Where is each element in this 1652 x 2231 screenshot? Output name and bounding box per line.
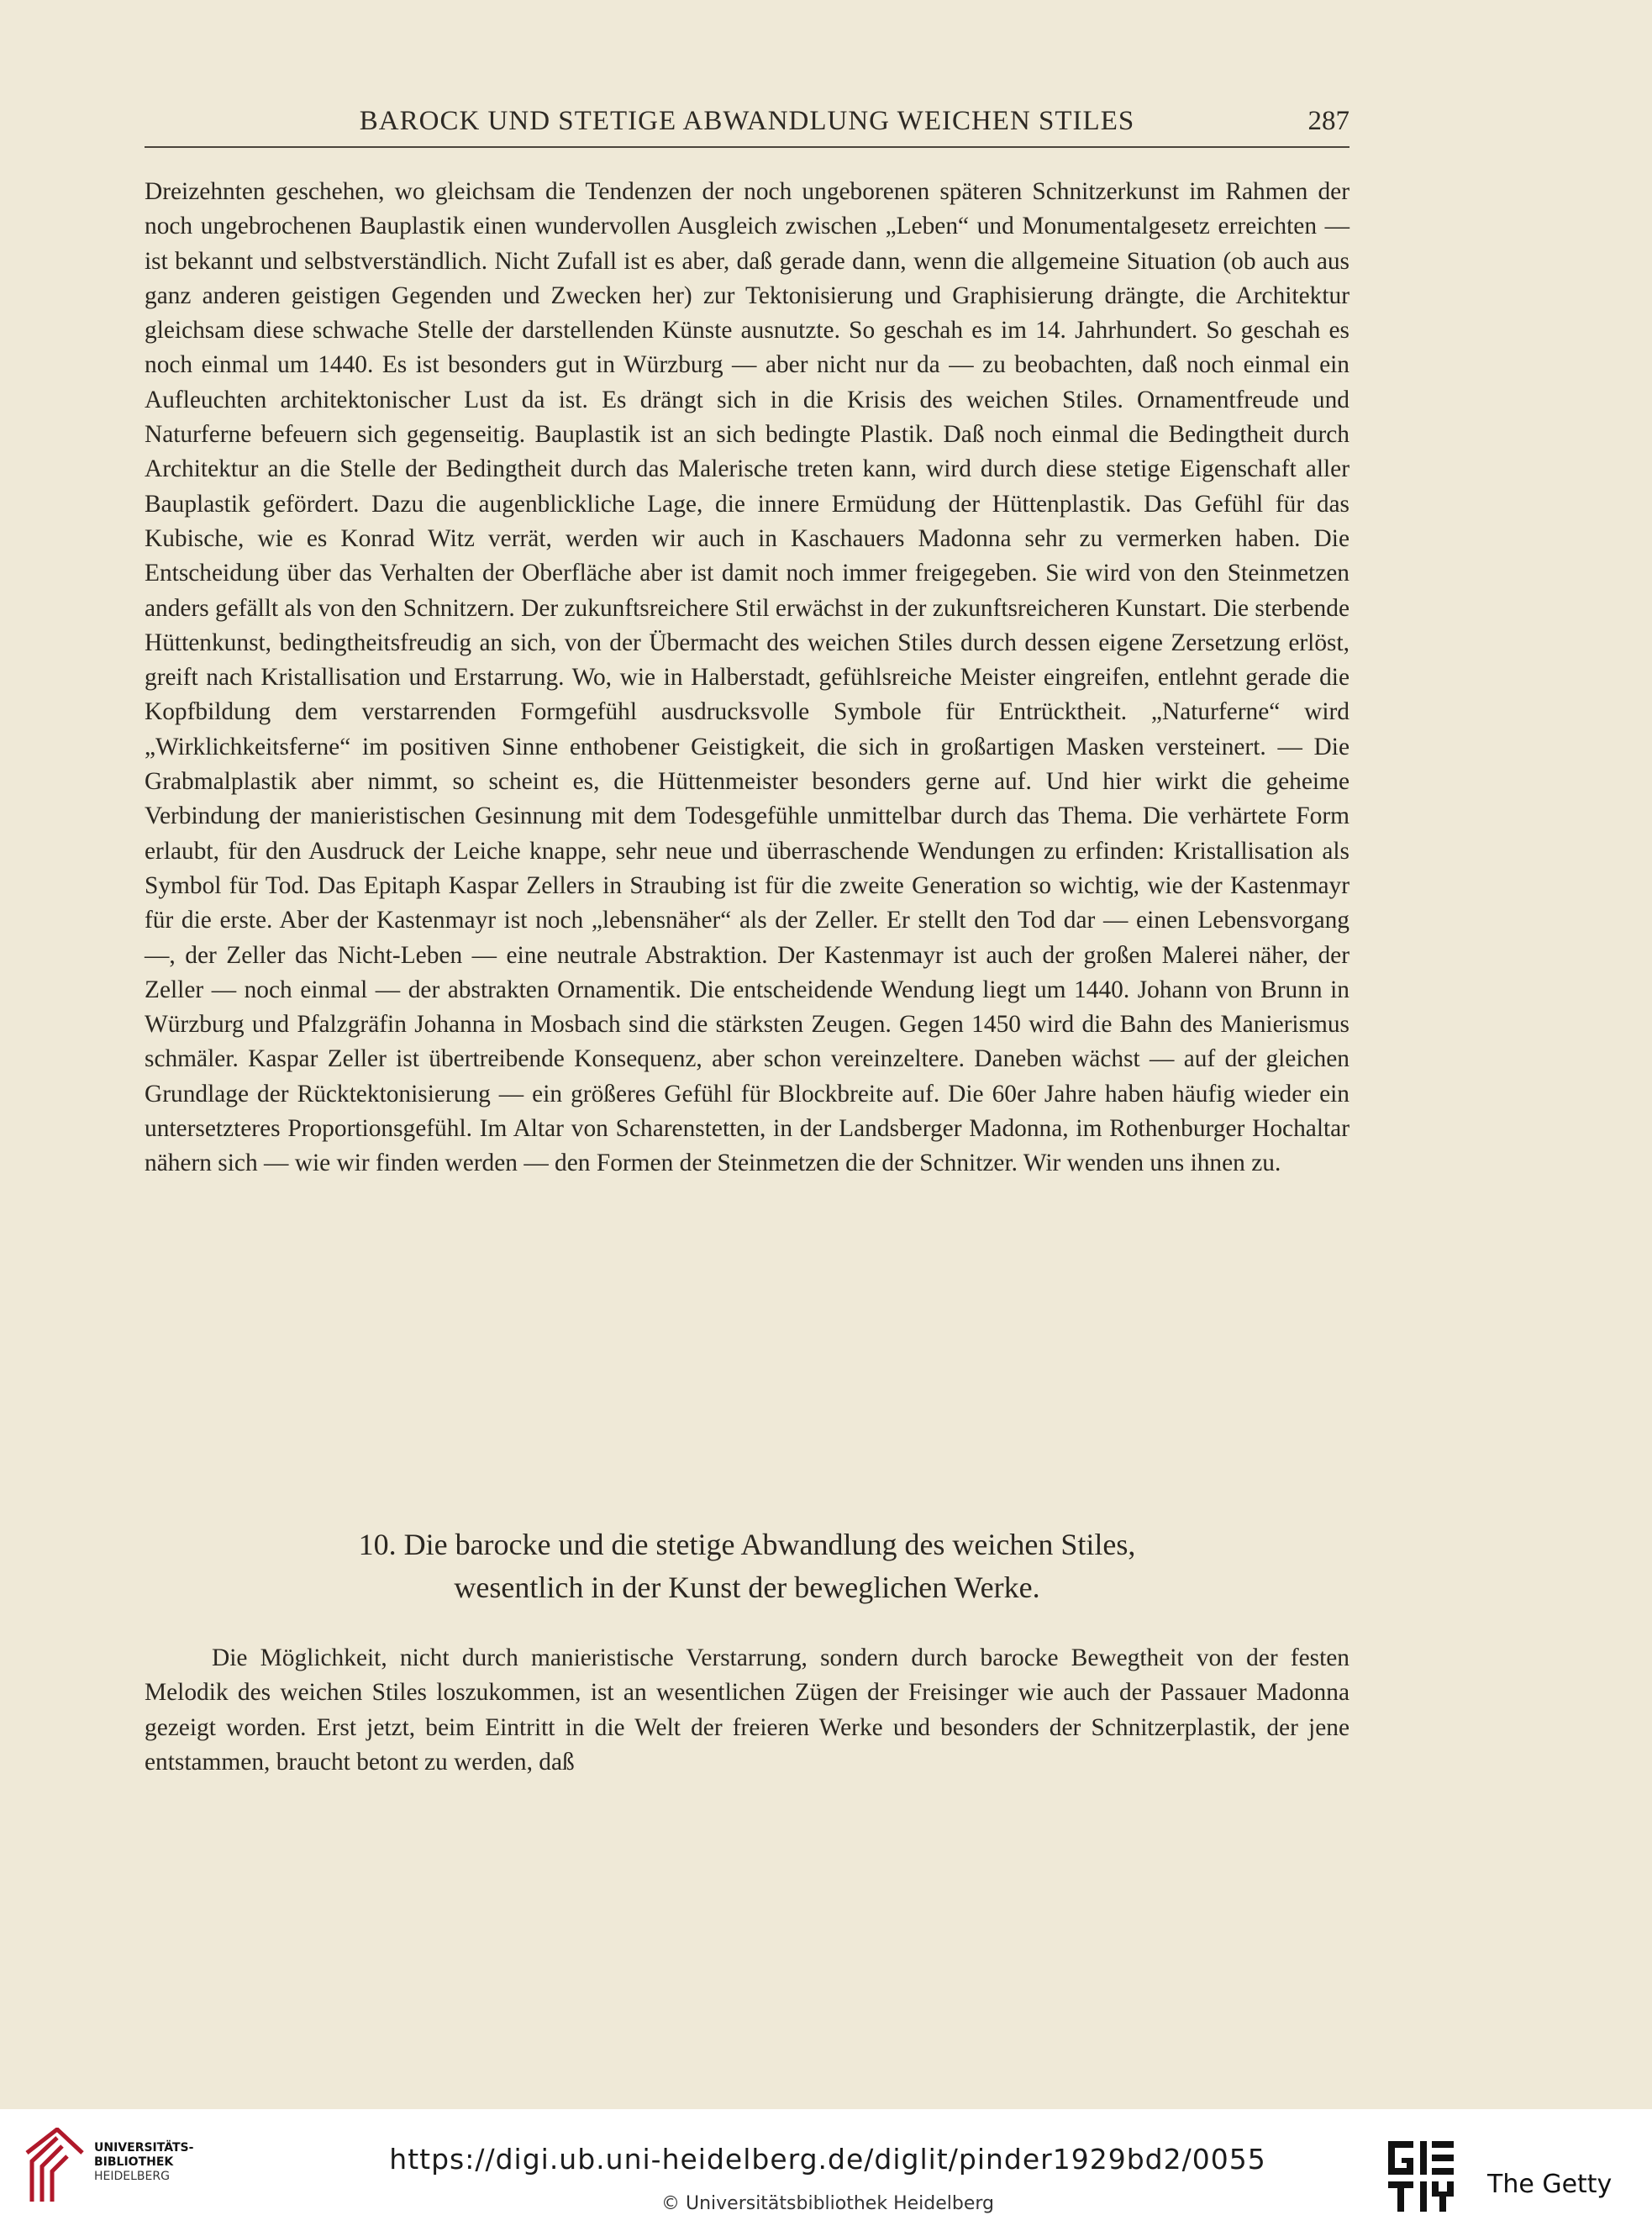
section-heading-line-2: wesentlich in der Kunst der beweglichen Werke. [454,1571,1040,1604]
page-number: 287 [1307,106,1349,136]
paragraph-text: Dreizehnten geschehen, wo gleichsam die Tendenzen der noch ungeborenen späteren Schnitzerkunst im Rahmen der noch ungebrochenen Bauplastik einen wundervollen Ausgleich zwischen „Leben“ und Monumentalgesetz erreichten — ist bekannt und selbstverständlich. Nicht Zufall ist es aber, daß gerade dann, wenn die allgemeine Situation (ob auch aus ganz anderen geistigen Gegenden und Zwecken her) zur Tektonisierung und Graphisierung drängte, die Architektur gleichsam diese schwache Stelle der darstellenden Künste ausnutzte. So geschah es im 14. Jahrhundert. So geschah es noch einmal um 1440. Es ist besonders gut in Würzburg — aber nicht nur da — zu beobachten, daß noch einmal ein Aufleuchten architektonischer Lust da ist. Es drängt sich in die Krisis des weichen Stiles. Ornamentfreude und Naturferne befeuern sich gegenseitig. Bauplastik ist an sich bedingte Plastik. Daß noch einmal die Bedingtheit durch Architektur an die Stelle der Bedingtheit durch das Malerische treten kann, wird durch diese stetige Eigenschaft aller Bauplastik gefördert. Dazu die augenblickliche Lage, die innere Ermüdung der Hüttenplastik. Das Gefühl für das Kubische, wie es Konrad Witz verrät, werden wir auch in Kaschauers Madonna sehr zu vermerken haben. Die Entscheidung über das Verhalten der Oberfläche aber ist damit noch immer freigegeben. Sie wird von den Steinmetzen anders gefällt als von den Schnitzern. Der zukunftsreichere Stil erwächst in der zukunftsreicheren Kunstart. Die sterbende Hüttenkunst, bedingtheitsfreudig an sich, von der Übermacht des weichen Stiles durch dessen eigene Zersetzung erlöst, greift nach Kristallisation und Erstarrung. Wo, wie in Halberstadt, gefühlsreiche Meister eingreifen, entlehnt gerade die Kopfbildung dem verstarrenden Formgefühl ausdrucksvolle Symbole für Entrücktheit. „Naturferne“ wird „Wirklichkeitsferne“ im positiven Sinne enthobener Geistigkeit, die sich in großartigen Masken versteinert. — Die Grabmalplastik aber nimmt, so scheint es, die Hüttenmeister besonders gerne auf. Und hier wirkt die geheime Verbindung der manieristischen Gesinnung mit dem Todesgefühle unmittelbar durch das Thema. Die verhärtete Form erlaubt, für den Ausdruck der Leiche knappe, sehr neue und überraschende Wendungen zu erfinden: Kristallisation als Symbol für Tod. Das Epitaph Kaspar Zellers in Straubing ist für die zweite Generation so wichtig, wie der Kastenmayr für die erste. Aber der Kastenmayr ist noch „lebensnäher“ als der Zeller. Er stellt den Tod dar — einen Lebensvorgang —, der Zeller das Nicht-Leben — eine neutrale Abstraktion. Der Kastenmayr ist auch der großen Malerei näher, der Zeller — noch einmal — der abstrakten Ornamentik. Die entscheidende Wendung liegt um 1440. Johann von Brunn in Würzburg und Pfalzgräfin Johanna in Mosbach sind die stärksten Zeugen. Gegen 1450 wird die Bahn des Manierismus schmäler. Kaspar Zeller ist übertreibende Konsequenz, aber schon vereinzeltere. Daneben wächst — auf der gleichen Grundlage der Rücktektonisierung — ein größeres Gefühl für Blockbreite auf. Die 60er Jahre haben häufig wieder ein untersetzteres Proportionsgefühl. Im Altar von Scharenstetten, in der Landsberger Madonna, im Rothenburger Hochaltar nähern sich — wie wir finden werden — den Formen der Steinmetzen die der Schnitzer. Wir wenden uns ihnen zu. [145,178,1349,1177]
library-name-line-2: BIBLIOTHEK [94,2155,174,2169]
section-heading-line-1: 10. Die barocke und die stetige Abwandlung des weichen Stiles, [358,1528,1136,1561]
sponsor-name: The Getty [1487,2170,1613,2199]
paragraph-text: Die Möglichkeit, nicht durch manieristische Verstarrung, sondern durch barocke Bewegtheit von der festen Melodik des weichen Stiles loszukommen, ist an wesentlichen Zügen der Freisinger wie auch der Passauer Madonna gezeigt worden. Erst jetzt, beim Eintritt in die Welt der freieren Werke und besonders der Schnitzerplastik, der jene entstammen, braucht betont zu werden, daß [145,1644,1349,1776]
section-heading [145,1523,1349,1609]
body-paragraph-2 [145,1641,1349,1780]
running-head [145,103,1349,148]
copyright-notice: © Universitätsbibliothek Heidelberg [660,2193,994,2214]
ub-heidelberg-logo-icon[interactable] [24,2128,91,2208]
library-name-line-1: UNIVERSITÄTS- [94,2141,194,2155]
library-name-line-3: HEIDELBERG [94,2170,170,2183]
getty-logo-icon[interactable] [1386,2139,1455,2215]
footer-bar [0,2109,1652,2231]
library-name [94,2141,193,2184]
running-title: BAROCK UND STETIGE ABWANDLUNG WEICHEN STILES [359,106,1135,136]
body-paragraph-1 [145,175,1349,1181]
permalink-url[interactable]: https://digi.ub.uni-heidelberg.de/diglit/pinder1929bd2/0055 [389,2143,1266,2176]
